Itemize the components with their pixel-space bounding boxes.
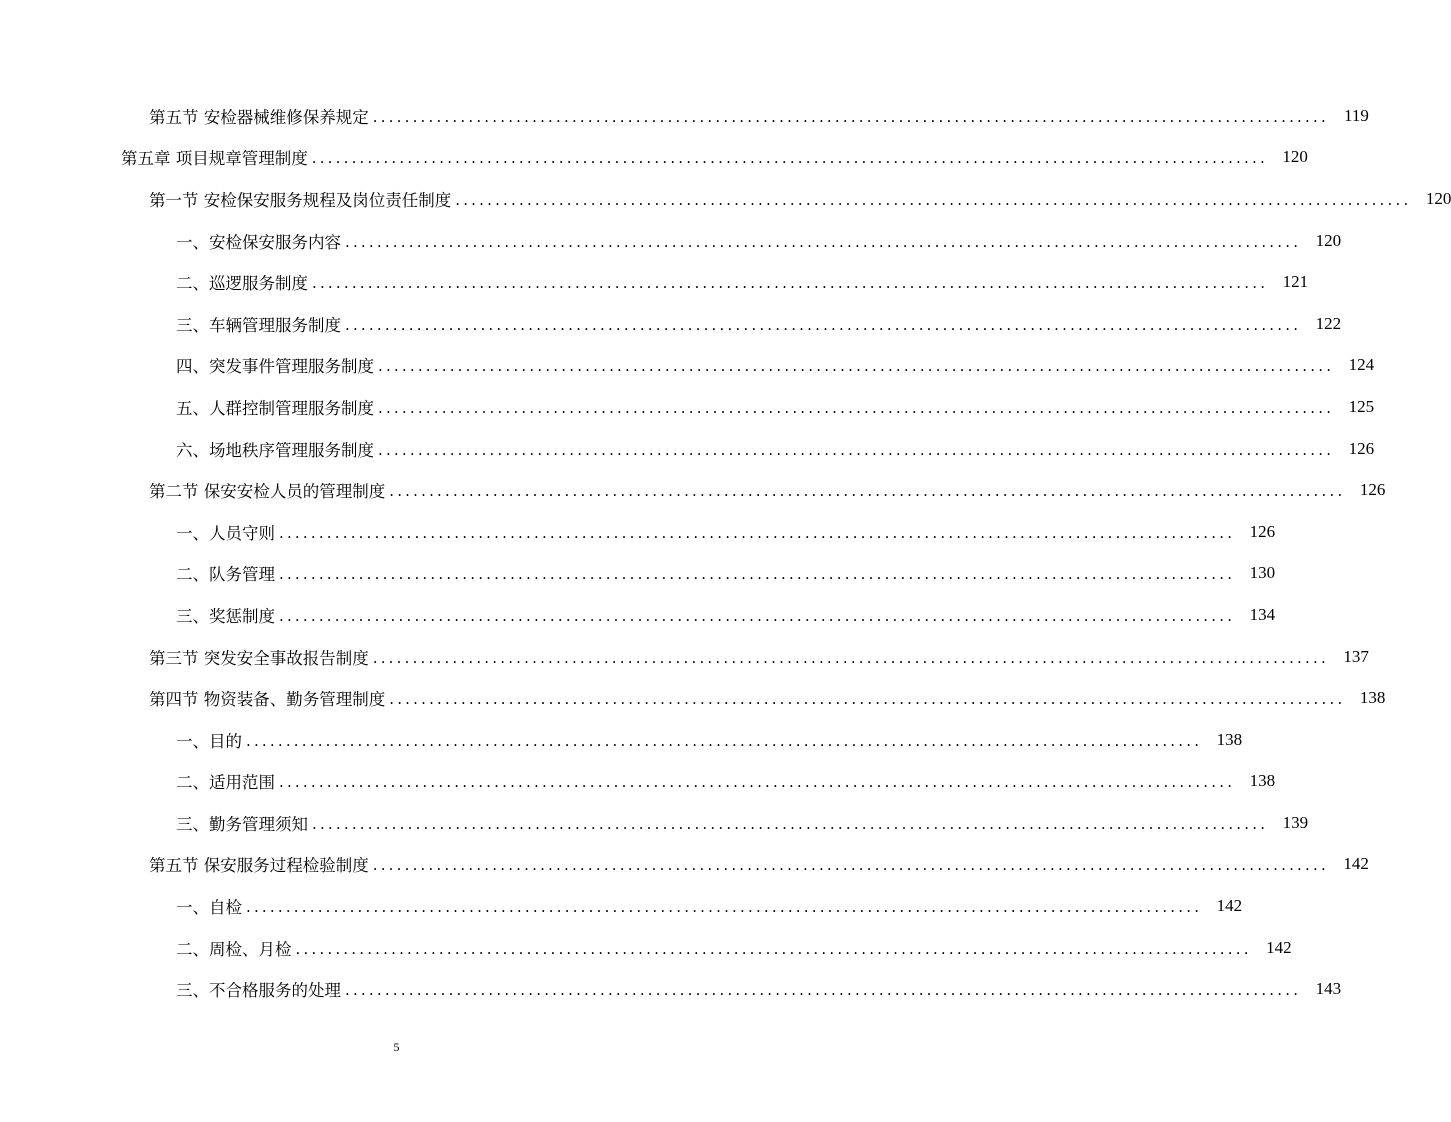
toc-entry-title: 一、人员守则 [176, 520, 279, 544]
toc-entry-title: 三、勤务管理须知 [176, 811, 312, 835]
toc-entry-page: 130 [1235, 563, 1275, 583]
toc-dot-leader: ........................................................................................................................ [279, 565, 1236, 584]
toc-entry[interactable] [0, 178, 1451, 220]
toc-entry[interactable] [0, 968, 1342, 1010]
toc-entry[interactable] [0, 636, 1369, 678]
toc-entry[interactable] [0, 469, 1386, 511]
toc-entry-title: 五、人群控制管理服务制度 [176, 395, 378, 419]
toc-dot-leader: ........................................................................................................................ [389, 482, 1346, 501]
toc-dot-leader: ........................................................................................................................ [246, 731, 1203, 750]
toc-entry-page: 119 [1329, 106, 1369, 126]
toc-entry-page: 138 [1345, 688, 1385, 708]
toc-dot-leader: ........................................................................................................................ [295, 939, 1252, 958]
toc-entry-title: 第一节 安检保安服务规程及岗位责任制度 [149, 187, 455, 211]
toc-dot-leader: ........................................................................................................................ [311, 149, 1268, 168]
toc-entry-title: 三、车辆管理服务制度 [176, 312, 345, 336]
toc-entry-title: 二、巡逻服务制度 [176, 270, 312, 294]
toc-entry[interactable] [0, 885, 1243, 927]
toc-entry-page: 126 [1334, 439, 1374, 459]
toc-entry-title: 四、突发事件管理服务制度 [176, 353, 378, 377]
toc-entry[interactable] [0, 428, 1375, 470]
toc-entry[interactable] [0, 95, 1369, 137]
toc-dot-leader: ........................................................................................................................ [345, 981, 1302, 1000]
toc-entry[interactable] [0, 553, 1276, 595]
toc-dot-leader: ........................................................................................................................ [378, 440, 1335, 459]
toc-dot-leader: ........................................................................................................................ [389, 690, 1346, 709]
toc-entry-page: 142 [1329, 854, 1369, 874]
toc-entry-page: 142 [1252, 938, 1292, 958]
toc-dot-leader: ........................................................................................................................ [378, 398, 1335, 417]
toc-dot-leader: ........................................................................................................................ [312, 814, 1269, 833]
toc-entry-page: 126 [1235, 522, 1275, 542]
toc-entry[interactable] [0, 303, 1342, 345]
toc-entry-title: 一、目的 [176, 728, 246, 752]
toc-entry-page: 122 [1301, 314, 1341, 334]
toc-dot-leader: ........................................................................................................................ [372, 107, 1329, 126]
toc-entry-page: 143 [1301, 979, 1341, 999]
toc-dot-leader: ........................................................................................................................ [279, 523, 1236, 542]
toc-entry-page: 120 [1301, 231, 1341, 251]
toc-entry-title: 二、队务管理 [176, 561, 279, 585]
toc-entry-title: 一、自检 [176, 894, 246, 918]
toc-entry-page: 120 [1268, 147, 1308, 167]
toc-entry[interactable] [0, 927, 1292, 969]
toc-dot-leader: ........................................................................................................................ [312, 274, 1269, 293]
toc-entry-title: 第五章 项目规章管理制度 [121, 145, 312, 169]
toc-entry-page: 138 [1202, 730, 1242, 750]
toc-entry-page: 126 [1345, 480, 1385, 500]
toc-entry-title: 第五节 安检器械维修保养规定 [149, 104, 373, 128]
toc-entry[interactable] [0, 345, 1375, 387]
toc-entry-title: 六、场地秩序管理服务制度 [176, 437, 378, 461]
toc-entry[interactable] [0, 386, 1375, 428]
toc-entry[interactable] [0, 761, 1276, 803]
toc-entry-page: 139 [1268, 813, 1308, 833]
toc-dot-leader: ........................................................................................................................ [279, 606, 1236, 625]
toc-entry[interactable] [0, 137, 1308, 179]
toc-entry-title: 第三节 突发安全事故报告制度 [149, 645, 373, 669]
toc-entry-page: 138 [1235, 771, 1275, 791]
toc-entry-title: 三、奖惩制度 [176, 603, 279, 627]
toc-entry-title: 一、安检保安服务内容 [176, 229, 345, 253]
toc-dot-leader: ........................................................................................................................ [246, 898, 1203, 917]
toc-entry-page: 120 [1411, 189, 1451, 209]
toc-dot-leader: ........................................................................................................................ [372, 648, 1329, 667]
toc-entry-page: 142 [1202, 896, 1242, 916]
toc-entry[interactable] [0, 220, 1342, 262]
toc-dot-leader: ........................................................................................................................ [378, 357, 1335, 376]
toc-dot-leader: ........................................................................................................................ [372, 856, 1329, 875]
toc-dot-leader: ........................................................................................................................ [345, 232, 1302, 251]
toc-entry-title: 第四节 物资装备、勤务管理制度 [149, 686, 389, 710]
toc-dot-leader: ........................................................................................................................ [345, 315, 1302, 334]
table-of-contents [0, 95, 1451, 1010]
toc-entry-title: 二、周检、月检 [176, 936, 296, 960]
toc-entry-page: 125 [1334, 397, 1374, 417]
toc-entry-page: 134 [1235, 605, 1275, 625]
toc-entry-title: 第五节 保安服务过程检验制度 [149, 852, 373, 876]
toc-entry-page: 124 [1334, 355, 1374, 375]
toc-entry[interactable] [0, 719, 1243, 761]
toc-entry-page: 121 [1268, 272, 1308, 292]
toc-entry[interactable] [0, 677, 1386, 719]
toc-entry-title: 第二节 保安安检人员的管理制度 [149, 478, 389, 502]
toc-entry[interactable] [0, 844, 1369, 886]
toc-entry[interactable] [0, 511, 1276, 553]
toc-dot-leader: ........................................................................................................................ [455, 190, 1412, 209]
toc-entry[interactable] [0, 594, 1276, 636]
toc-entry-title: 二、适用范围 [176, 769, 279, 793]
toc-entry-page: 137 [1329, 647, 1369, 667]
toc-entry[interactable] [0, 261, 1309, 303]
toc-entry-title: 三、不合格服务的处理 [176, 977, 345, 1001]
page-number: 5 [393, 1040, 400, 1054]
toc-entry[interactable] [0, 802, 1309, 844]
toc-dot-leader: ........................................................................................................................ [279, 773, 1236, 792]
